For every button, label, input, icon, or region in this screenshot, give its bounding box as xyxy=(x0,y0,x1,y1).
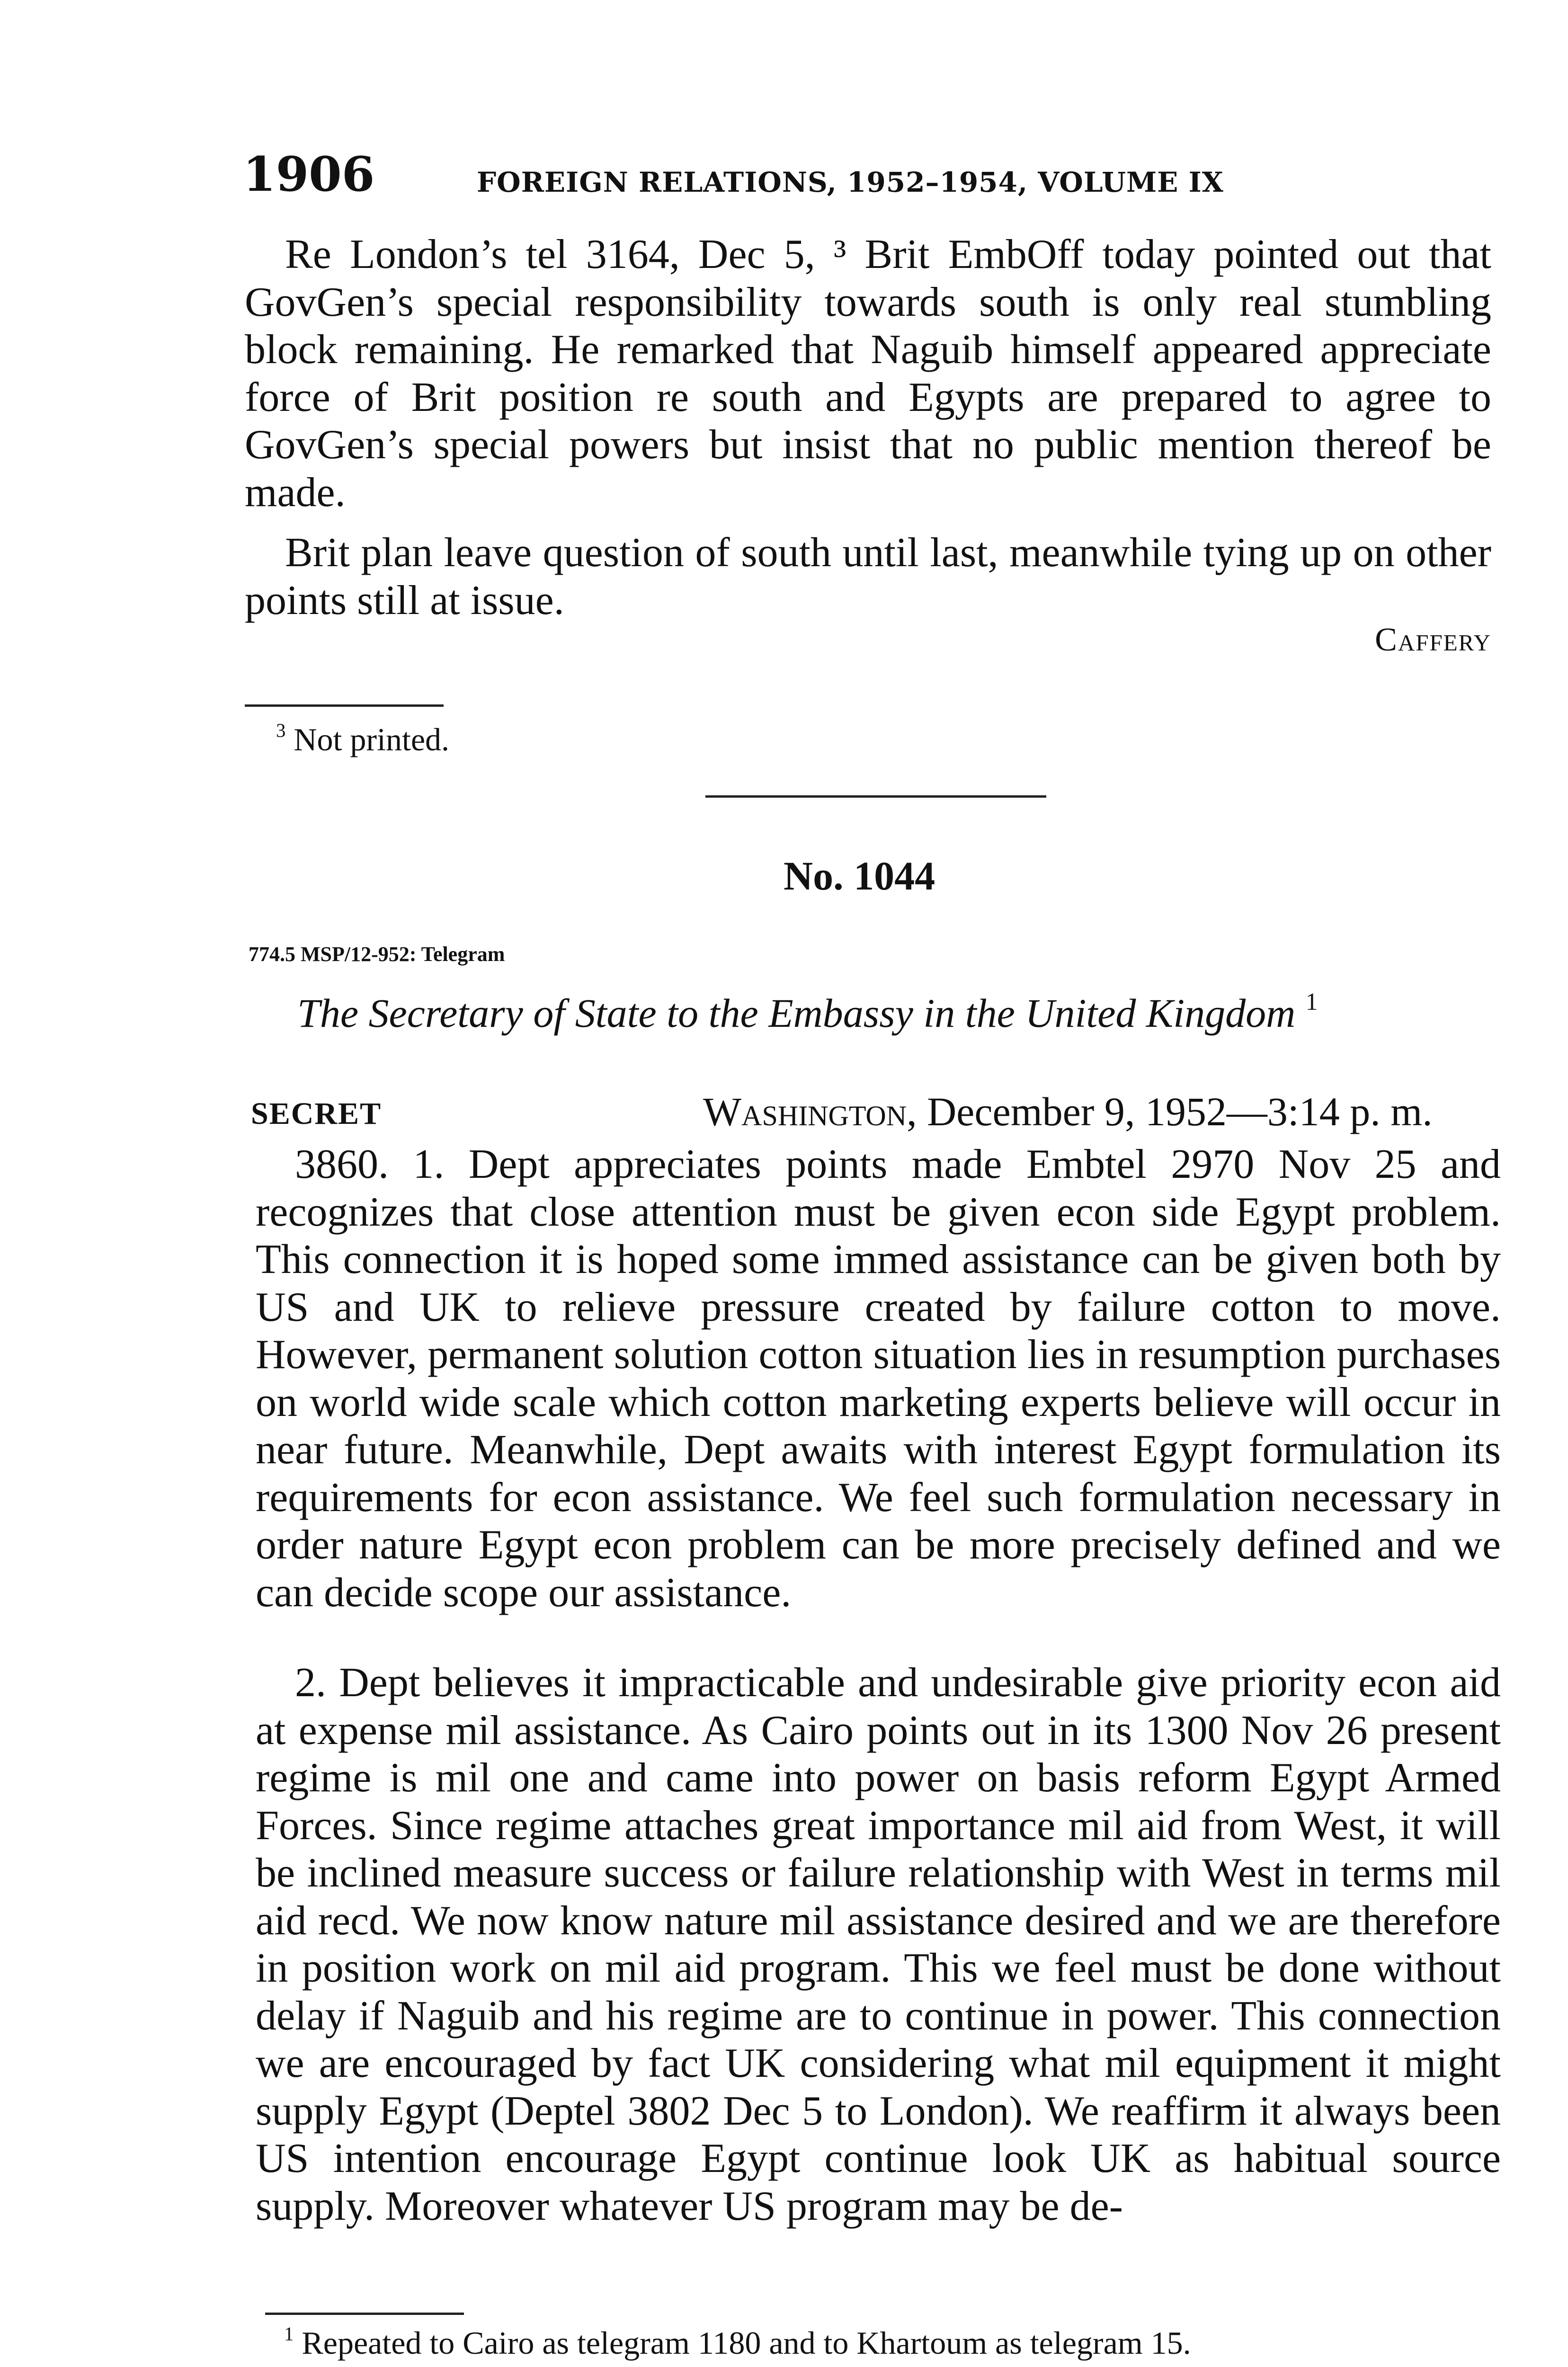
dateline-date: December 9, 1952—3:14 p. m. xyxy=(927,1089,1433,1134)
title-note-marker: 1 xyxy=(1305,988,1318,1015)
footnote-text: Not printed. xyxy=(294,721,450,757)
footnote-marker: 3 xyxy=(276,720,286,741)
running-header: FOREIGN RELATIONS, 1952–1954, VOLUME IX xyxy=(477,166,1224,198)
footnote-marker: 1 xyxy=(284,2323,294,2345)
footnote-1 xyxy=(284,2323,1191,2361)
body-paragraph-2: 2. Dept believes it impracticable and undesirable give priority econ aid at expense mil assistance. As Cairo points out in its 1300 Nov 26 present regime is mil one and came into power on basis reform Egypt Armed Forces. Since regime attaches great importance mil aid from West, it will be inclined measure success or failure relationship with West in terms mil aid recd. We now know nature mil assistance desired and we are therefore in position work on mil aid program. This we feel must be done without delay if Naguib and his regime are to continue in power. This connection we are encouraged by fact UK considering what mil equipment it might supply Egypt (Deptel 3802 Dec 5 to London). We reaffirm it always been US intention encourage Egypt continue look UK as habitual source supply. Moreover whatever US program may be de- xyxy=(256,1660,1501,2229)
footnote-rule xyxy=(245,704,444,707)
document-title-text: The Secretary of State to the Embassy in the United Kingdom xyxy=(297,990,1296,1036)
signature: Caffery xyxy=(1375,622,1491,658)
footnote-text: Repeated to Cairo as telegram 1180 and to Khartoum as telegram 15. xyxy=(302,2325,1191,2361)
page-number: 1906 xyxy=(243,146,375,202)
section-divider xyxy=(705,795,1046,798)
prev-doc-paragraph-1: Re London’s tel 3164, Dec 5, ³ Brit EmbOff today pointed out that GovGen’s special responsibility towards south is only real stumbling block remaining. He remarked that Naguib himself appeared appreciate force of Brit position re south and Egypts are prepared to agree to GovGen’s special powers but insist that no public mention thereof be made. xyxy=(245,231,1491,516)
footnote-rule xyxy=(265,2313,464,2315)
body-paragraph-1: 3860. 1. Dept appreciates points made Embtel 2970 Nov 25 and recognizes that close attention must be given econ side Egypt problem. This connection it is hoped some immed assistance can be given both by US and UK to relieve pressure created by failure cotton to move. However, permanent solution cotton situation lies in resumption purchases on world wide scale which cotton marketing experts believe will occur in near future. Meanwhile, Dept awaits with interest Egypt formulation its requirements for econ assistance. We feel such formulation necessary in order nature Egypt econ problem can be more precisely defined and we can decide scope our assistance. xyxy=(256,1141,1501,1616)
file-reference: 774.5 MSP/12-952: Telegram xyxy=(249,943,505,966)
footnote-3 xyxy=(276,720,450,757)
classification: SECRET xyxy=(251,1096,382,1131)
document-title xyxy=(297,989,1318,1037)
document-number: No. 1044 xyxy=(784,853,935,899)
dateline-place: Washington, xyxy=(703,1089,917,1134)
dateline xyxy=(703,1088,1433,1135)
prev-doc-paragraph-2: Brit plan leave question of south until last, meanwhile tying up on other points still at issue. xyxy=(245,530,1491,623)
